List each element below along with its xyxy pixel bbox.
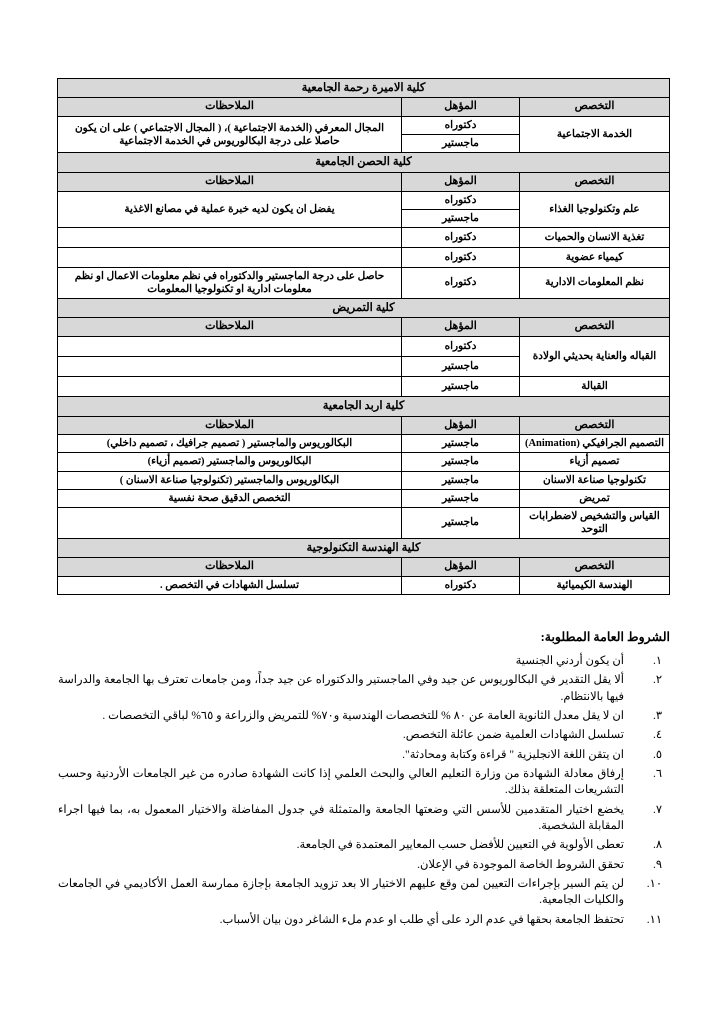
cell-specialization: كيمياء عضوية (520, 247, 670, 267)
list-item-text: ألا يقل التقدير في البكالوريوس عن جيد وفي الماجستير والدكتوراه عن جيد جداً، ومن جامعات تعترف بها الجامعة والدراسة فيها بالانتظام. (58, 674, 624, 704)
cell-qualification: ماجستير (402, 453, 520, 471)
cell-notes: البكالوريوس والماجستير (تصميم أزياء) (58, 453, 402, 471)
list-item-text: ان لا يقل معدل الثانوية العامة عن ٨٠ % للتخصصات الهندسية و٧٠% للتمريض والزراعة و ٦٥% لباقي التخصصات . (102, 710, 624, 723)
column-header-qualification: المؤهل (402, 558, 520, 577)
college-name: كلية الاميرة رحمة الجامعية (58, 79, 670, 98)
cell-specialization: علم وتكنولوجيا الغذاء (520, 191, 670, 227)
cell-specialization: تمريض (520, 489, 670, 507)
list-item-number: ٣. (652, 710, 662, 723)
list-item-text: تسلسل الشهادات العلمية ضمن عائلة التخصص. (402, 729, 624, 742)
cell-specialization: نظم المعلومات الادارية (520, 267, 670, 298)
column-header-qualification: المؤهل (402, 172, 520, 191)
list-item-text: ان يتقن اللغة الانجليزية " قراءة وكتابة ومحادثة". (402, 748, 624, 761)
table-row (58, 247, 670, 267)
cell-qualification: ماجستير (402, 471, 520, 489)
column-header-row (58, 98, 670, 117)
college-header-row (58, 397, 670, 416)
column-header-row (58, 558, 670, 577)
list-item (58, 876, 670, 909)
list-item (58, 766, 670, 799)
column-header-notes: الملاحظات (58, 172, 402, 191)
column-header-specialization: التخصص (520, 318, 670, 337)
list-item-number: ٧. (652, 803, 662, 816)
column-header-specialization: التخصص (520, 98, 670, 117)
list-item (58, 727, 670, 744)
cell-specialization: تكنولوجيا صناعة الاسنان (520, 471, 670, 489)
cell-qualification: دكتوراه (402, 227, 520, 247)
cell-specialization: الهندسة الكيميائية (520, 577, 670, 595)
college-name: كلية التمريض (58, 299, 670, 318)
cell-notes: البكالوريوس والماجستير (تكنولوجيا صناعة الاسنان ) (58, 471, 402, 489)
cell-qualification: ماجستير (402, 435, 520, 453)
cell-qualification: دكتوراه (402, 337, 520, 357)
list-item-number: ٢. (652, 674, 662, 687)
list-item (58, 912, 670, 929)
column-header-row (58, 318, 670, 337)
table-row (58, 117, 670, 135)
column-header-qualification: المؤهل (402, 318, 520, 337)
cell-qualification: ماجستير (402, 209, 520, 227)
column-header-notes: الملاحظات (58, 558, 402, 577)
table-row (58, 267, 670, 298)
list-item (58, 747, 670, 764)
cell-qualification: ماجستير (402, 377, 520, 397)
column-header-notes: الملاحظات (58, 98, 402, 117)
college-header-row (58, 539, 670, 558)
table-row (58, 337, 670, 357)
list-item-text: لن يتم السير بإجراءات التعيين لمن وقع عليهم الاختيار الا بعد تزويد الجامعة بإجازة ممارسة العمل الأكاديمي في الجامعات والكليات الجامعية. (58, 877, 624, 907)
column-header-row (58, 416, 670, 435)
list-item (58, 837, 670, 854)
list-item (58, 672, 670, 705)
cell-notes: يفضل ان يكون لديه خبرة عملية في مصانع الاغذية (58, 191, 402, 227)
college-header-row (58, 299, 670, 318)
cell-qualification: دكتوراه (402, 577, 520, 595)
vacancies-table (57, 78, 670, 595)
column-header-specialization: التخصص (520, 172, 670, 191)
cell-notes: تسلسل الشهادات في التخصص . (58, 577, 402, 595)
cell-notes: البكالوريوس والماجستير ( تصميم جرافيك ، تصميم داخلي) (58, 435, 402, 453)
college-header-row (58, 153, 670, 172)
list-item-number: ٨. (652, 839, 662, 852)
cell-qualification: ماجستير (402, 489, 520, 507)
list-item (58, 857, 670, 874)
conditions-title: الشروط العامة المطلوبة: (540, 630, 670, 645)
cell-specialization: القباله والعناية بحديثي الولادة (520, 337, 670, 377)
list-item-number: ١. (652, 655, 662, 668)
list-item-text: تحتفظ الجامعة بحقها في عدم الرد على أي طلب او عدم ملء الشاغر دون بيان الأسباب. (219, 913, 624, 926)
list-item-number: ٥. (652, 748, 662, 761)
cell-qualification: دكتوراه (402, 247, 520, 267)
table-row (58, 507, 670, 538)
list-item-text: تحقق الشروط الخاصة الموجودة في الإعلان. (417, 858, 624, 871)
list-item-text: إرفاق معادلة الشهادة من وزارة التعليم العالي والبحث العلمي إذا كانت الشهادة صادره من غير الجامعات الأردنية وحسب التشريعات المتعلقة بذلك. (58, 767, 624, 797)
cell-notes: المجال المعرفي (الخدمة الاجتماعية )، ( المجال الاجتماعي ) على ان يكون حاصلا على درجة البكالوريوس في الخدمة الاجتماعية (58, 117, 402, 153)
college-header-row (58, 79, 670, 98)
cell-specialization: تغذية الانسان والحميات (520, 227, 670, 247)
conditions-list (58, 653, 670, 928)
table-row (58, 227, 670, 247)
cell-qualification: دكتوراه (402, 117, 520, 135)
column-header-row (58, 172, 670, 191)
cell-specialization: الخدمة الاجتماعية (520, 117, 670, 153)
cell-specialization: التصميم الجرافيكي (Animation) (520, 435, 670, 453)
list-item (58, 802, 670, 835)
column-header-notes: الملاحظات (58, 416, 402, 435)
cell-notes (58, 227, 402, 247)
cell-notes (58, 507, 402, 538)
column-header-qualification: المؤهل (402, 98, 520, 117)
table-row (58, 471, 670, 489)
column-header-notes: الملاحظات (58, 318, 402, 337)
general-conditions-section (58, 629, 670, 928)
cell-specialization: القياس والتشخيص لاضطرابات التوحد (520, 507, 670, 538)
table-body (58, 79, 670, 595)
column-header-specialization: التخصص (520, 558, 670, 577)
cell-notes: حاصل على درجة الماجستير والدكتوراه في نظم معلومات الاعمال او نظم معلومات ادارية او تكنولوجيا المعلومات (58, 267, 402, 298)
cell-notes (58, 357, 402, 377)
table-row (58, 435, 670, 453)
table-row (58, 577, 670, 595)
cell-qualification: ماجستير (402, 357, 520, 377)
table-row (58, 489, 670, 507)
college-name: كلية الهندسة التكنولوجية (58, 539, 670, 558)
list-item-text: أن يكون أردني الجنسية (515, 655, 624, 668)
list-item-number: ١٠. (646, 877, 662, 890)
list-item-text: تعطى الأولوية في التعيين للأفضل حسب المعايير المعتمدة في الجامعة. (296, 839, 624, 852)
cell-specialization: تصميم أزياء (520, 453, 670, 471)
cell-qualification: دكتوراه (402, 191, 520, 209)
cell-notes (58, 337, 402, 357)
cell-notes (58, 377, 402, 397)
cell-qualification: دكتوراه (402, 267, 520, 298)
list-item-number: ٦. (652, 767, 662, 780)
cell-notes: التخصص الدقيق صحة نفسية (58, 489, 402, 507)
list-item-number: ٤. (652, 729, 662, 742)
list-item (58, 708, 670, 725)
cell-notes (58, 247, 402, 267)
cell-qualification: ماجستير (402, 135, 520, 153)
cell-specialization: القبالة (520, 377, 670, 397)
college-name: كلية الحصن الجامعية (58, 153, 670, 172)
cell-qualification: ماجستير (402, 507, 520, 538)
list-item (58, 653, 670, 670)
list-item-number: ١١. (646, 913, 662, 926)
college-name: كلية اربد الجامعية (58, 397, 670, 416)
table-row (58, 453, 670, 471)
table-row (58, 191, 670, 209)
table-row (58, 377, 670, 397)
list-item-number: ٩. (652, 858, 662, 871)
column-header-specialization: التخصص (520, 416, 670, 435)
column-header-qualification: المؤهل (402, 416, 520, 435)
list-item-text: يخضع اختيار المتقدمين للأسس التي وضعتها الجامعة والمتمثلة في جدول المفاضلة والاختيار المعمول به، بما فيها اجراء المقابلة الشخصية. (58, 803, 624, 833)
